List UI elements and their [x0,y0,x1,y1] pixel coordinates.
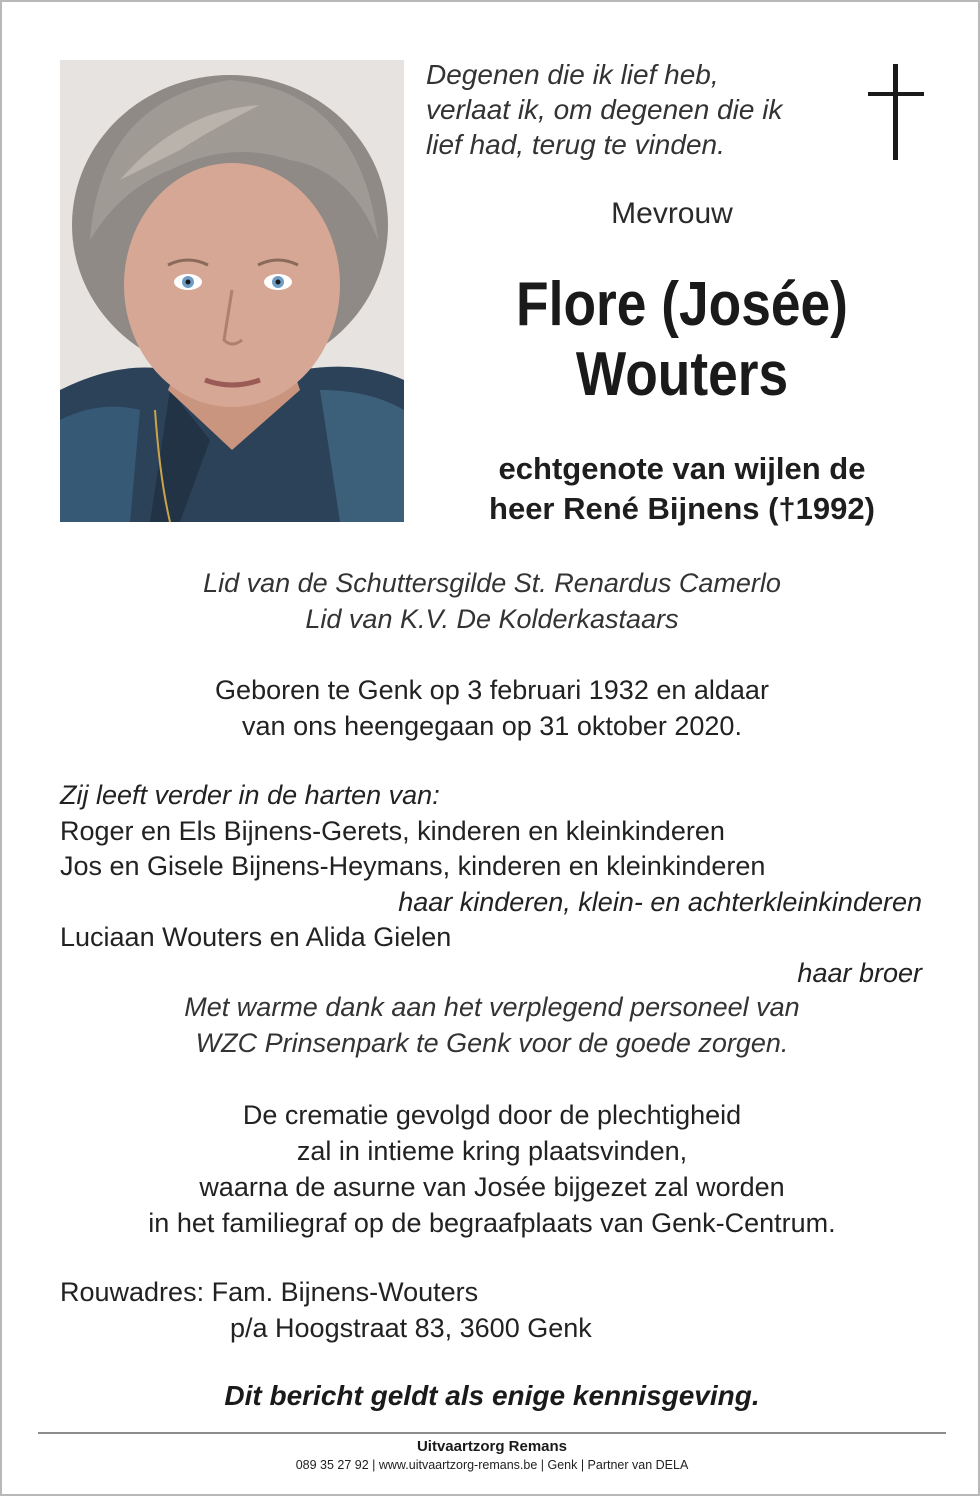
salutation: Mevrouw [611,197,733,230]
quote-line: verlaat ik, om degenen die ik [426,94,783,125]
ceremony-line: zal in intieme kring plaatsvinden, [296,1136,688,1166]
notice-statement: Dit bericht geldt als enige kennisgeving. [224,1380,760,1411]
mourning-address [60,1274,760,1346]
membership-line: Lid van K.V. De Kolderkastaars [305,604,679,634]
thanks-line: WZC Prinsenpark te Genk voor de goede zorgen. [195,1028,789,1058]
memberships [42,565,942,637]
family-line: Roger en Els Bijnens-Gerets, kinderen en kleinkinderen [60,815,725,846]
address-line: p/a Hoogstraat 83, 3600 Genk [230,1313,592,1343]
portrait-photo [60,60,404,522]
deceased-name [458,270,905,410]
birth-death-line: van ons heengegaan op 31 oktober 2020. [242,711,742,741]
spouse-info [422,449,942,529]
family-intro: Zij leeft verder in de harten van: [60,780,440,810]
birth-death-line: Geboren te Genk op 3 februari 1932 en aldaar [215,675,769,705]
spouse-line: echtgenote van wijlen de [498,451,866,486]
memorial-quote [426,57,846,162]
ceremony-info [42,1097,942,1241]
undertaker-name: Uitvaartzorg Remans [416,1438,568,1455]
quote-line: Degenen die ik lief heb, [426,59,719,90]
footer-divider [38,1432,946,1434]
family-relation: haar broer [797,957,922,988]
family-line: Luciaan Wouters en Alida Gielen [60,922,452,952]
portrait-illustration [60,60,404,522]
address-line: Rouwadres: Fam. Bijnens-Wouters [60,1277,479,1307]
thanks-note [42,989,942,1061]
thanks-line: Met warme dank aan het verplegend personeel van [184,992,800,1022]
latin-cross-icon [868,64,924,160]
family-line: Jos en Gisele Bijnens-Heymans, kinderen en kleinkinderen [60,851,766,881]
spouse-line: heer René Bijnens (†1992) [489,491,875,526]
undertaker-contact: 089 35 27 92 | www.uitvaartzorg-remans.be | Genk | Partner van DELA [295,1458,689,1472]
ceremony-line: De crematie gevolgd door de plechtigheid [242,1100,742,1130]
ceremony-line: in het familiegraf op de begraafplaats van Genk-Centrum. [148,1208,836,1238]
birth-death-info [42,672,942,744]
deceased-name-line: Flore (Josée) [516,270,848,339]
deceased-name-line: Wouters [575,340,789,409]
ceremony-line: waarna de asurne van Josée bijgezet zal worden [199,1172,785,1202]
quote-line: lief had, terug te vinden. [426,129,725,160]
family-list [60,778,922,991]
family-relation: haar kinderen, klein- en achterkleinkinderen [398,886,922,917]
membership-line: Lid van de Schuttersgilde St. Renardus Camerlo [203,568,781,598]
